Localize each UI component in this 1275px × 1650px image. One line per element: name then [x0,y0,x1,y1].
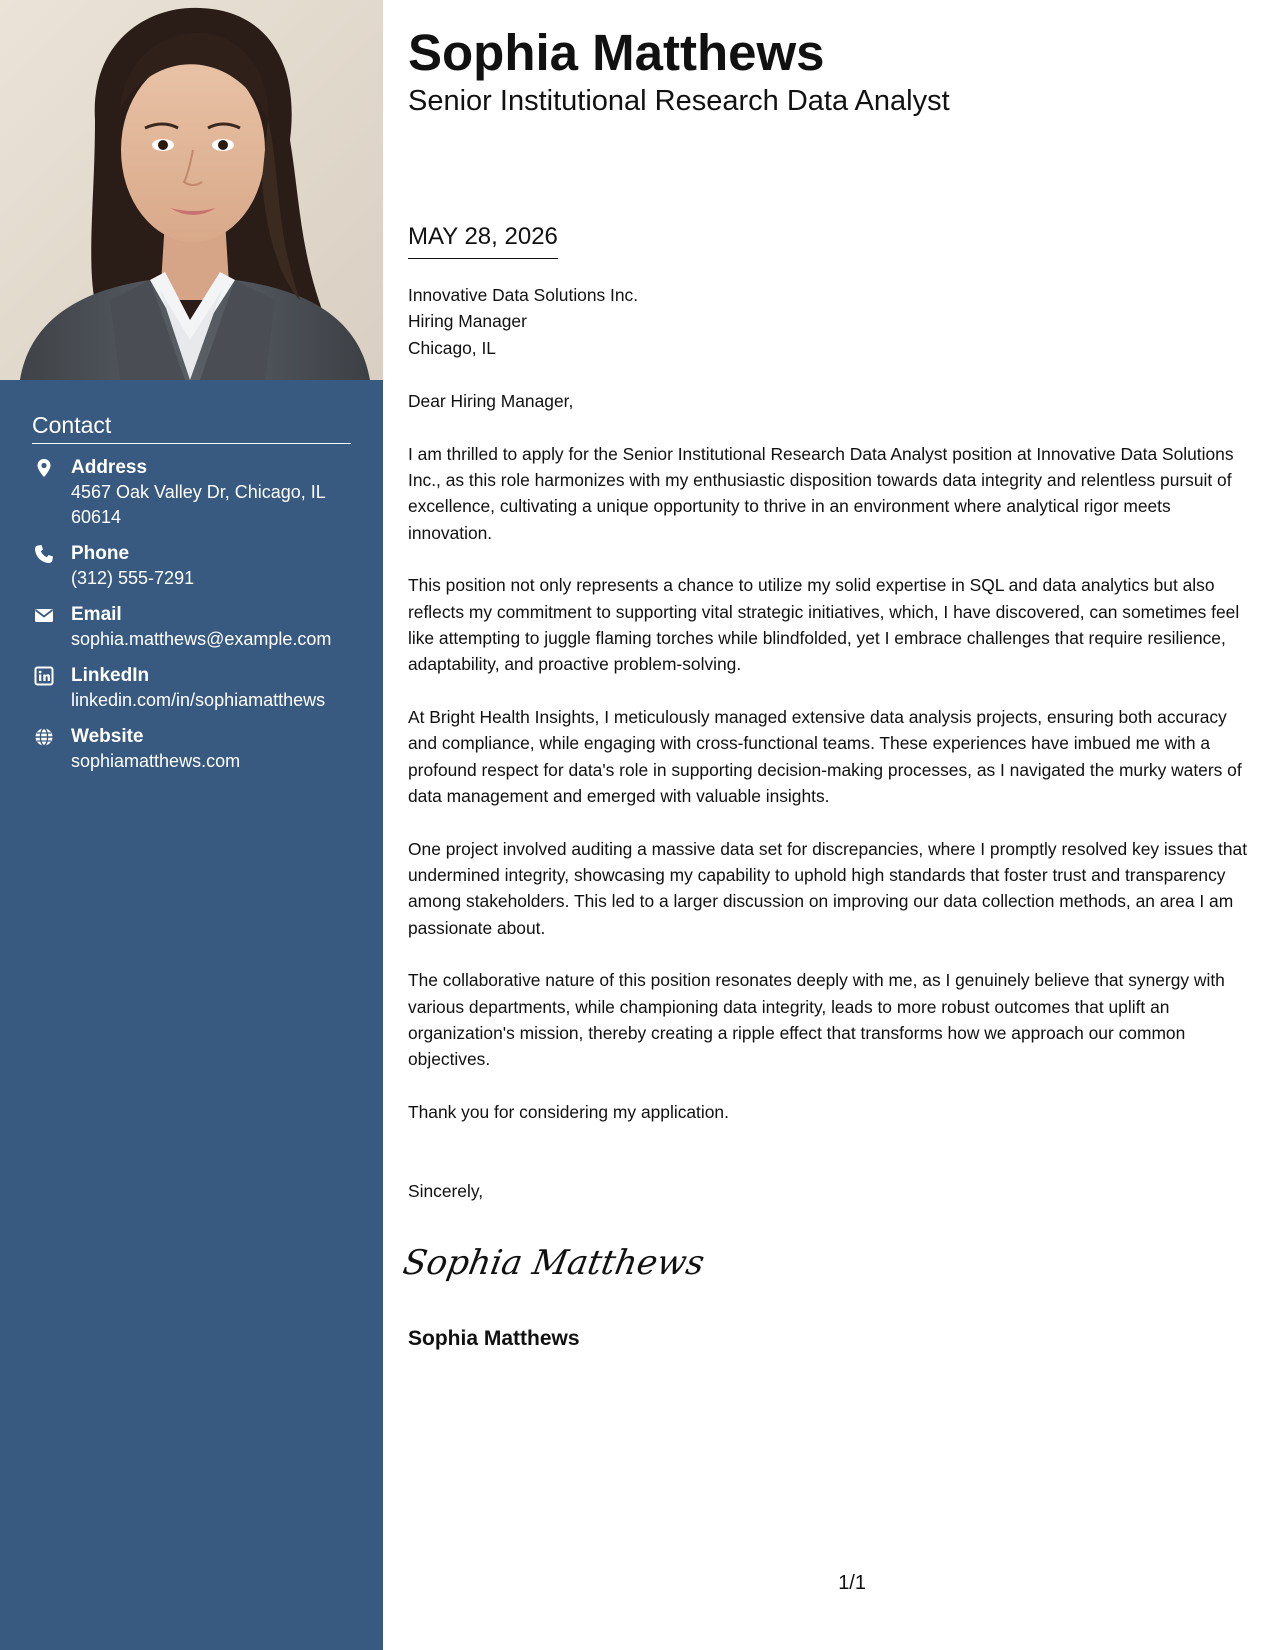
contact-item-phone [32,542,351,591]
contact-label: Phone [71,543,130,564]
contact-item-linkedin [32,664,351,713]
phone-icon [34,544,54,564]
job-title: Senior Institutional Research Data Analyst [408,85,950,117]
linkedin-link[interactable]: linkedin.com/in/sophiamatthews [71,690,326,710]
letter-date: MAY 28, 2026 [408,222,558,259]
contact-label: LinkedIn [71,665,150,686]
contact-label: Website [71,726,144,747]
applicant-name: Sophia Matthews [408,24,825,81]
contact-item-email [32,603,351,652]
paragraph: One project involved auditing a massive data set for discrepancies, where I promptly resolved key issues that undermined integrity, showcasing my capability to uphold high standards that foster trust and transparency among stakeholders. This led to a larger discussion on improving our data collection methods, an area I am passionate about. [408,838,1248,938]
letter-body [408,282,1253,1205]
closing-line: Thank you for considering my application. [408,1101,729,1122]
salutation: Dear Hiring Manager, [408,391,574,412]
website-link[interactable]: sophiamatthews.com [71,751,241,771]
signature-text: Sophia Matthews [400,1243,708,1283]
map-pin-icon [34,458,54,478]
signer-name: Sophia Matthews [408,1327,580,1350]
envelope-icon [34,605,54,625]
contact-label: Email [71,604,122,625]
paragraph: The collaborative nature of this position resonates deeply with me, as I genuinely believe that synergy with various departments, while championing data integrity, leads to more robust outcomes that uplift an organization's mission, thereby creating a ripple effect that transforms how we approach our common objectives. [408,970,1225,1070]
contact-heading: Contact [32,412,351,444]
signoff: Sincerely, [408,1181,484,1202]
contact-item-website [32,725,351,774]
recipient-role: Hiring Manager [408,311,527,332]
linkedin-icon [34,666,54,686]
contact-list [32,456,351,774]
phone-value[interactable]: (312) 555-7291 [71,568,195,588]
profile-photo [0,0,383,380]
recipient-company: Innovative Data Solutions Inc. [408,285,639,305]
contact-label: Address [71,457,148,478]
address-value: 4567 Oak Valley Dr, Chicago, IL 60614 [71,482,326,527]
contact-item-address [32,456,351,530]
contact-section [32,412,351,786]
globe-icon [34,727,54,747]
recipient-location: Chicago, IL [408,337,496,358]
signature [400,1238,708,1288]
paragraph: I am thrilled to apply for the Senior Institutional Research Data Analyst position at Innovative Data Solutions Inc., as this role harmonizes with my enthusiastic disposition towards data integrity and relentless pursuit of excellence, cultivating a unique opportunity to thrive in an environment where analytical rigor meets innovation. [408,443,1234,543]
paragraph: At Bright Health Insights, I meticulously managed extensive data analysis projects, ensuring both accuracy and compliance, while engaging with cross-functional teams. These experiences have imbued me with a profound respect for data's role in supporting decision-making processes, as I navigated the murky waters of data management and emerged with valuable insights. [408,706,1242,807]
paragraph: This position not only represents a chance to utilize my solid expertise in SQL and data analytics but also reflects my commitment to supporting vital strategic initiatives, which, I have discovered, can sometimes feel like attempting to juggle flaming torches while blindfolded, yet I embrace challenges that require resilience, adaptability, and proactive problem-solving. [408,575,1240,675]
email-link[interactable]: sophia.matthews@example.com [71,629,332,649]
recipient-block [408,282,1253,361]
sidebar [0,0,383,1650]
page-number: 1/1 [838,1572,866,1594]
